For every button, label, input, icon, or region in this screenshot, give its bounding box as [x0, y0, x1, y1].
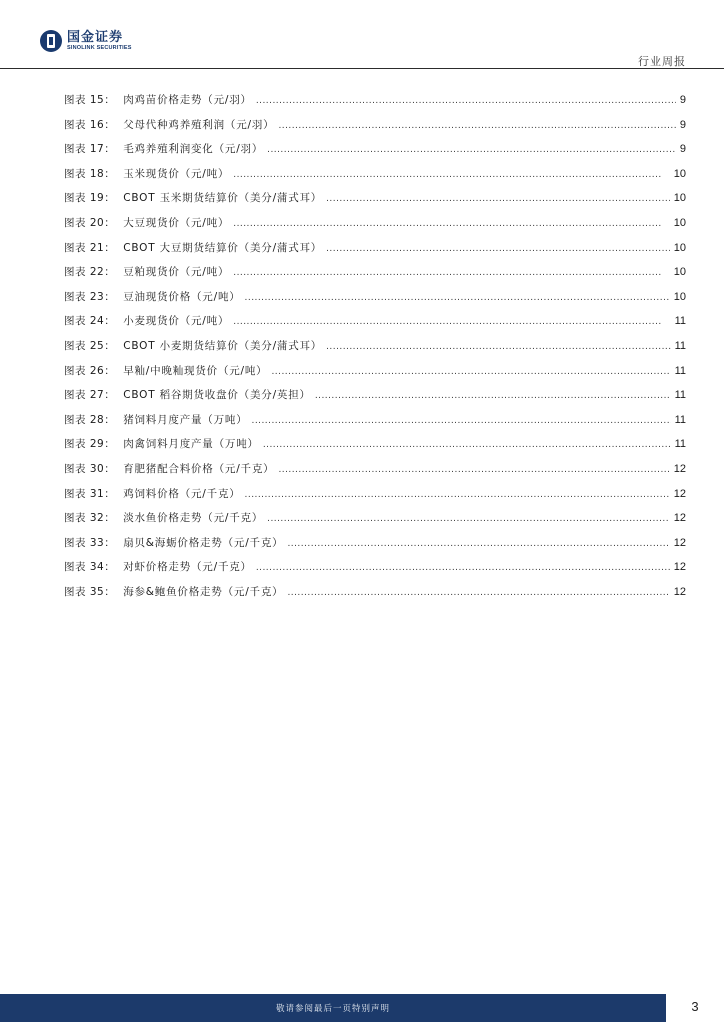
- toc-entry-title: 豆粕现货价（元/吨）: [123, 266, 230, 279]
- toc-entry-title: 淡水鱼价格走势（元/千克）: [123, 512, 264, 525]
- toc-entry-title: 扇贝&海蛎价格走势（元/千克）: [123, 536, 284, 549]
- toc-entry[interactable]: [64, 510, 686, 535]
- toc-entry[interactable]: [64, 461, 686, 486]
- toc-entry-page: 9: [679, 118, 686, 131]
- toc-leader-dots: [315, 388, 671, 404]
- toc-entry[interactable]: [64, 363, 686, 388]
- toc-entry[interactable]: [64, 313, 686, 338]
- toc-entry-title: 大豆现货价（元/吨）: [123, 216, 230, 229]
- toc-entry-title: 父母代种鸡养殖利润（元/羽）: [123, 118, 275, 131]
- toc-entry-label: 图表 17：: [64, 143, 116, 156]
- toc-entry-title: 猪饲料月度产量（万吨）: [123, 413, 248, 426]
- toc-entry-label: 图表 29：: [64, 438, 116, 451]
- report-type-label: 行业周报: [638, 55, 686, 68]
- toc-entry[interactable]: [64, 412, 686, 437]
- toc-entry-page: 10: [673, 192, 686, 205]
- toc-leader-dots: [263, 437, 671, 453]
- toc-entry-label: 图表 32：: [64, 512, 116, 525]
- toc-entry-title: 海参&鲍鱼价格走势（元/千克）: [123, 585, 284, 598]
- logo-chinese-name: 国金证券: [67, 29, 124, 45]
- toc-entry[interactable]: [64, 436, 686, 461]
- toc-entry-label: 图表 22：: [64, 266, 116, 279]
- toc-entry-title: CBOT 大豆期货结算价（美分/蒲式耳）: [123, 241, 323, 254]
- toc-leader-dots: [267, 142, 676, 158]
- toc-leader-dots: [326, 191, 670, 207]
- toc-entry-label: 图表 19：: [64, 192, 116, 205]
- table-of-figures: [64, 92, 686, 608]
- toc-entry-page: 11: [674, 413, 686, 426]
- toc-entry[interactable]: [64, 190, 686, 215]
- toc-leader-dots: [233, 167, 670, 183]
- toc-entry-title: 豆油现货价格（元/吨）: [123, 290, 241, 303]
- toc-entry-title: 肉禽饲料月度产量（万吨）: [123, 438, 259, 451]
- toc-entry-page: 12: [673, 585, 686, 598]
- toc-leader-dots: [233, 314, 670, 330]
- toc-entry-page: 11: [674, 438, 686, 451]
- toc-entry-title: 对虾价格走势（元/千克）: [123, 561, 252, 574]
- toc-leader-dots: [245, 290, 670, 306]
- page-number: 3: [691, 999, 699, 1014]
- toc-entry[interactable]: [64, 535, 686, 560]
- toc-entry[interactable]: [64, 240, 686, 265]
- toc-entry-page: 10: [673, 216, 686, 229]
- toc-entry[interactable]: [64, 289, 686, 314]
- toc-entry[interactable]: [64, 387, 686, 412]
- toc-entry[interactable]: [64, 215, 686, 240]
- toc-entry-label: 图表 30：: [64, 462, 116, 475]
- toc-entry-label: 图表 34：: [64, 561, 116, 574]
- toc-leader-dots: [326, 241, 670, 257]
- toc-leader-dots: [267, 511, 670, 527]
- toc-entry-page: 12: [673, 462, 686, 475]
- toc-entry-label: 图表 15：: [64, 94, 116, 106]
- toc-leader-dots: [252, 413, 671, 429]
- toc-entry[interactable]: [64, 166, 686, 191]
- toc-entry-label: 图表 28：: [64, 413, 116, 426]
- toc-entry-page: 11: [674, 315, 686, 328]
- toc-leader-dots: [287, 585, 669, 601]
- toc-entry-label: 图表 20：: [64, 216, 116, 229]
- toc-entry-label: 图表 25：: [64, 339, 116, 352]
- toc-entry-page: 11: [674, 339, 686, 352]
- toc-entry-label: 图表 18：: [64, 167, 116, 180]
- toc-entry-label: 图表 35：: [64, 585, 116, 598]
- toc-leader-dots: [271, 364, 670, 380]
- toc-entry-title: 肉鸡苗价格走势（元/羽）: [123, 94, 252, 106]
- toc-entry-page: 12: [673, 536, 686, 549]
- toc-entry[interactable]: [64, 559, 686, 584]
- toc-entry-label: 图表 16：: [64, 118, 116, 131]
- toc-leader-dots: [326, 339, 670, 355]
- toc-entry[interactable]: [64, 92, 686, 117]
- toc-entry-title: CBOT 稻谷期货收盘价（美分/英担）: [123, 389, 311, 402]
- toc-entry-page: 11: [674, 364, 686, 377]
- toc-entry[interactable]: [64, 141, 686, 166]
- toc-entry-page: 10: [673, 167, 686, 180]
- toc-entry-page: 10: [673, 241, 686, 254]
- toc-entry-title: 小麦现货价（元/吨）: [123, 315, 230, 328]
- company-logo: [39, 29, 132, 53]
- toc-entry[interactable]: [64, 486, 686, 511]
- page-footer: [0, 994, 724, 1024]
- toc-entry-label: 图表 24：: [64, 315, 116, 328]
- toc-entry-page: 9: [679, 94, 686, 106]
- toc-leader-dots: [233, 216, 670, 232]
- toc-leader-dots: [256, 93, 676, 109]
- toc-entry[interactable]: [64, 338, 686, 363]
- logo-english-name: SINOLINK SECURITIES: [67, 44, 132, 51]
- toc-entry-label: 图表 27：: [64, 389, 116, 402]
- toc-leader-dots: [278, 462, 669, 478]
- sinolink-logo-icon: [39, 29, 63, 53]
- toc-leader-dots: [245, 487, 670, 503]
- toc-entry-title: 鸡饲料价格（元/千克）: [123, 487, 241, 500]
- toc-entry-title: CBOT 小麦期货结算价（美分/蒲式耳）: [123, 339, 323, 352]
- toc-entry-page: 10: [673, 290, 686, 303]
- toc-entry-label: 图表 33：: [64, 536, 116, 549]
- toc-entry-label: 图表 21：: [64, 241, 116, 254]
- toc-entry[interactable]: [64, 584, 686, 609]
- disclaimer-note: 敬请参阅最后一页特别声明: [275, 1004, 390, 1014]
- header-divider: [0, 68, 724, 69]
- toc-entry-page: 9: [679, 143, 686, 156]
- toc-entry-page: 12: [673, 512, 686, 525]
- toc-entry[interactable]: [64, 264, 686, 289]
- toc-entry-title: 玉米现货价（元/吨）: [123, 167, 230, 180]
- page-header: [0, 0, 724, 70]
- toc-entry-page: 12: [673, 487, 686, 500]
- toc-leader-dots: [256, 560, 670, 576]
- toc-entry-title: CBOT 玉米期货结算价（美分/蒲式耳）: [123, 192, 323, 205]
- toc-entry-label: 图表 23：: [64, 290, 116, 303]
- toc-leader-dots: [287, 536, 669, 552]
- toc-entry-page: 11: [674, 389, 686, 402]
- toc-entry-label: 图表 26：: [64, 364, 116, 377]
- toc-entry-page: 12: [673, 561, 686, 574]
- toc-entry-page: 10: [673, 266, 686, 279]
- toc-leader-dots: [278, 118, 675, 134]
- toc-leader-dots: [233, 265, 670, 281]
- toc-entry-title: 毛鸡养殖利润变化（元/羽）: [123, 143, 264, 156]
- toc-entry-title: 育肥猪配合料价格（元/千克）: [123, 462, 275, 475]
- toc-entry-title: 早籼/中晚籼现货价（元/吨）: [123, 364, 268, 377]
- toc-entry[interactable]: [64, 117, 686, 142]
- toc-entry-label: 图表 31：: [64, 487, 116, 500]
